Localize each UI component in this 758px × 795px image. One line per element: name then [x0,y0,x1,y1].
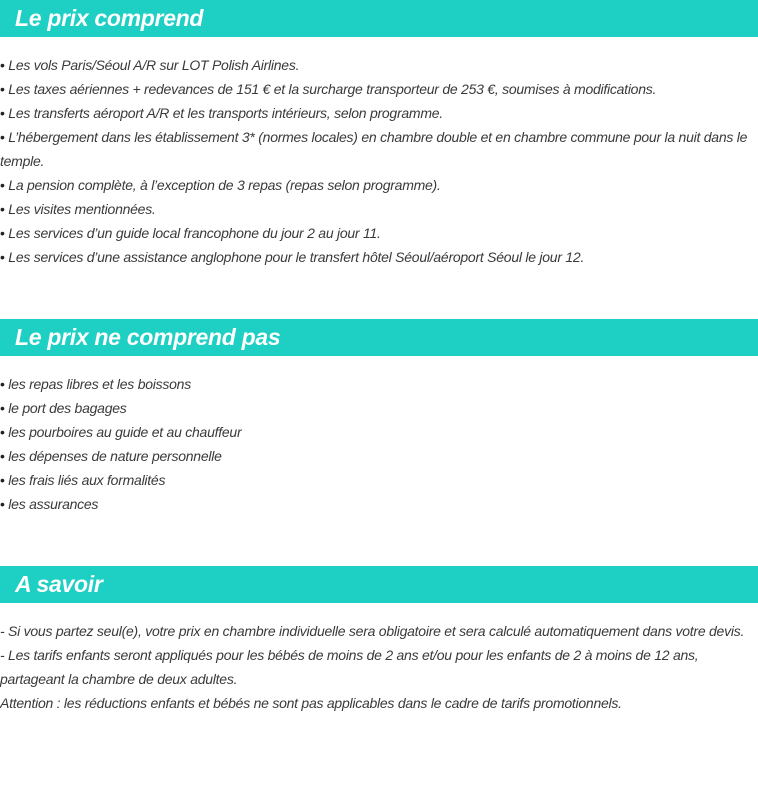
section-title: Le prix comprend [15,5,204,31]
list-item: • L’hébergement dans les établissement 3* (normes locales) en chambre double et en chambre commune pour la nuit dans le temple. [0,129,748,169]
bullet-icon: • [0,81,5,97]
list-item: • Les visites mentionnées. [0,201,156,217]
bullet-icon: • [0,225,5,241]
list-item: • les repas libres et les boissons [0,376,191,392]
list-item: • les pourboires au guide et au chauffeur [0,424,242,440]
section-header-prix-comprend [0,0,758,37]
bullet-icon: • [0,496,5,512]
list-item: • La pension complète, à l’exception de 3 repas (repas selon programme). [0,177,441,193]
bullet-icon: • [0,400,5,416]
section-title: A savoir [15,571,103,597]
list-item: • Les services d’une assistance anglophone pour le transfert hôtel Séoul/aéroport Séoul le jour 12. [0,249,585,265]
bullet-icon: • [0,249,5,265]
bullet-icon: • [0,376,5,392]
excluded-list [0,372,752,516]
list-item: • Les vols Paris/Séoul A/R sur LOT Polish Airlines. [0,57,300,73]
list-item: • Les services d’un guide local francophone du jour 2 au jour 11. [0,225,381,241]
included-list [0,53,752,269]
section-header-a-savoir [0,566,758,603]
bullet-icon: • [0,201,5,217]
list-item: • les frais liés aux formalités [0,472,166,488]
list-item: • les dépenses de nature personnelle [0,448,222,464]
bullet-icon: • [0,105,5,121]
info-line: Attention : les réductions enfants et bébés ne sont pas applicables dans le cadre de tarifs promotionnels. [0,695,622,711]
info-line: - Les tarifs enfants seront appliqués pour les bébés de moins de 2 ans et/ou pour les enfants de 2 à moins de 12 ans, partageant la chambre de deux adultes. [0,647,699,687]
bullet-icon: • [0,472,5,488]
list-item: • les assurances [0,496,99,512]
bullet-icon: • [0,424,5,440]
list-item: • Les transferts aéroport A/R et les transports intérieurs, selon programme. [0,105,443,121]
bullet-icon: • [0,57,5,73]
bullet-icon: • [0,129,5,145]
info-line: - Si vous partez seul(e), votre prix en chambre individuelle sera obligatoire et sera calculé automatiquement dans votre devis. [0,623,745,639]
bullet-icon: • [0,448,5,464]
bullet-icon: • [0,177,5,193]
section-header-prix-ne-comprend-pas [0,319,758,356]
info-text [0,619,752,715]
list-item: • le port des bagages [0,400,127,416]
section-title: Le prix ne comprend pas [15,324,281,350]
list-item: • Les taxes aériennes + redevances de 151 € et la surcharge transporteur de 253 €, soumises à modifications. [0,81,657,97]
